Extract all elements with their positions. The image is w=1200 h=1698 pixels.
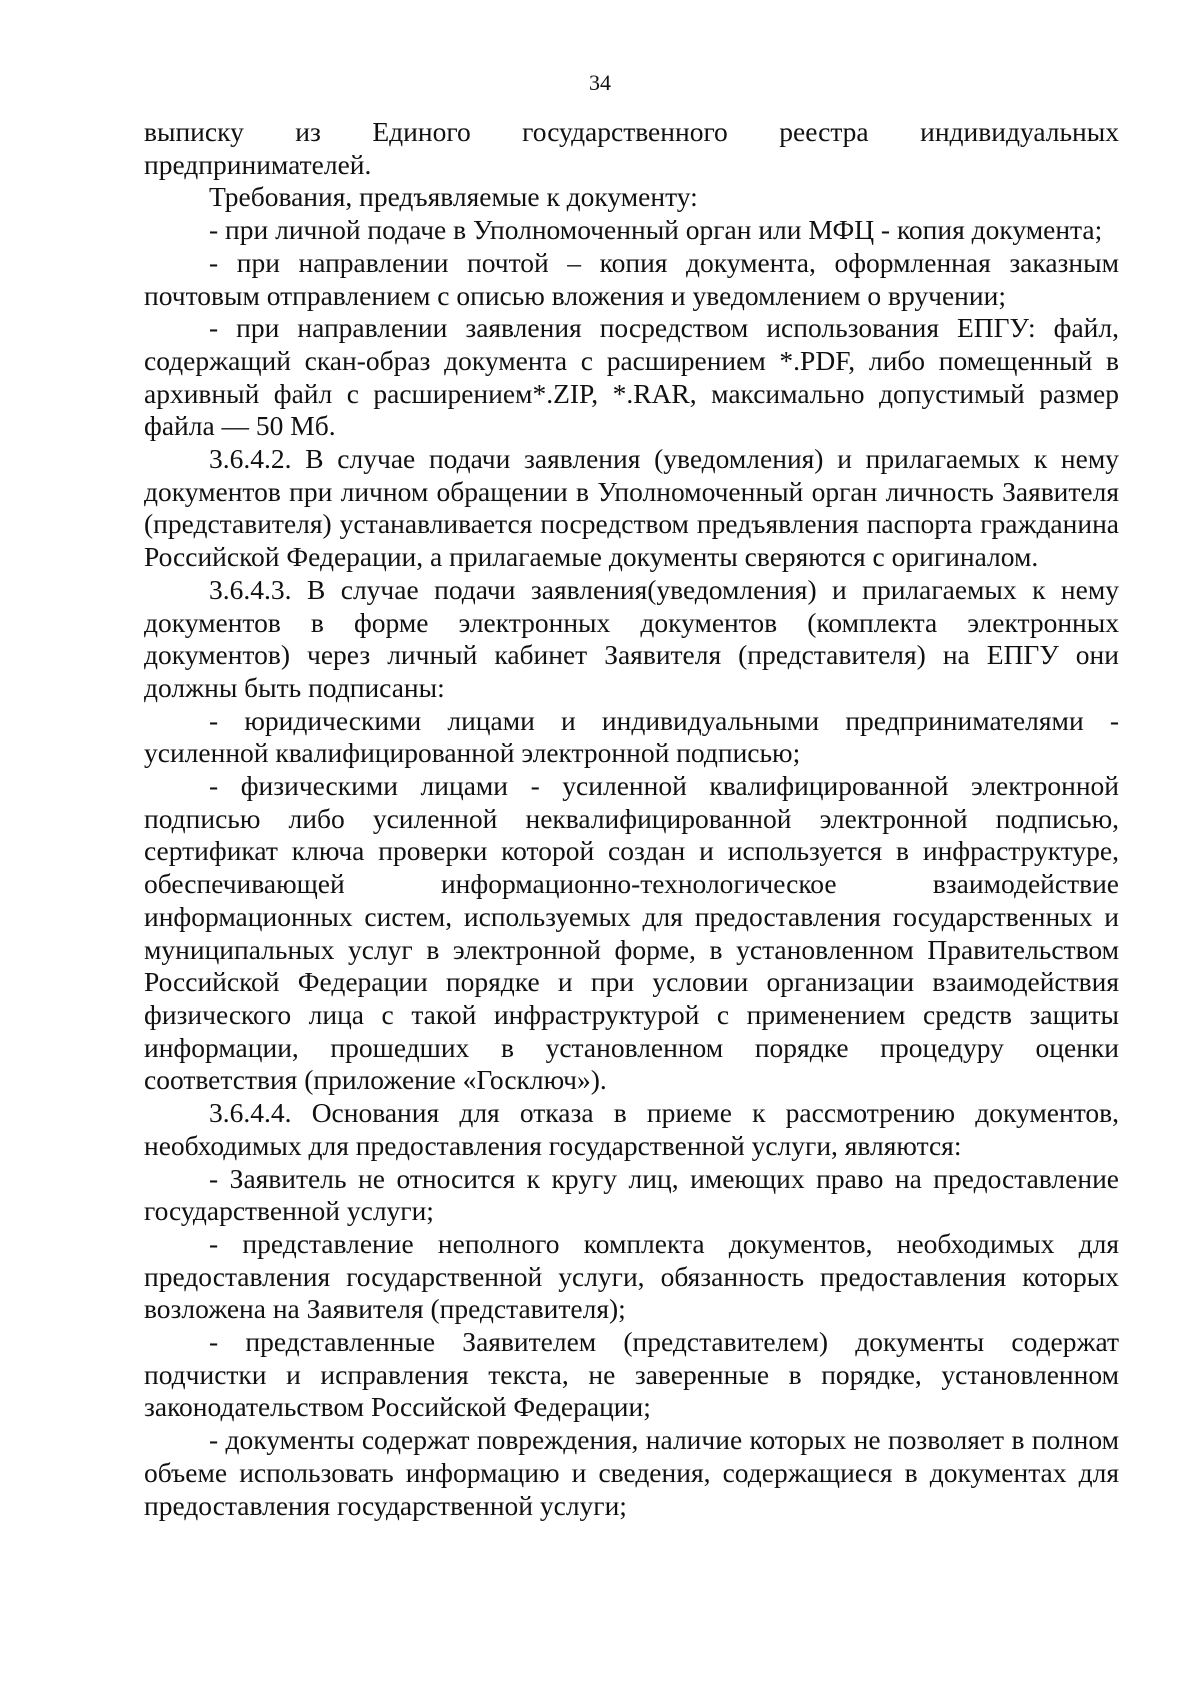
paragraph: - представленные Заявителем (представителем) документы содержат подчистки и исправления текста, не заверенные в порядке, установленном законодательством Российской Федерации; <box>144 1326 1119 1423</box>
document-body <box>144 116 1119 1522</box>
paragraph: - представление неполного комплекта документов, необходимых для предоставления государственной услуги, обязанность предоставления которых возложена на Заявителя (представителя); <box>144 1227 1119 1325</box>
paragraph: - при личной подаче в Уполномоченный орган или МФЦ - копия документа; <box>209 214 1103 246</box>
paragraph: Требования, предъявляемые к документу: <box>209 181 698 213</box>
paragraph: - документы содержат повреждения, наличие которых не позволяет в полном объеме использовать информацию и сведения, содержащиеся в документах для предоставления государственной услуги; <box>144 1424 1119 1521</box>
paragraph: выписку из Единого государственного реестра индивидуальных предпринимателей. <box>144 116 1119 180</box>
paragraph: - физическими лицами - усиленной квалифицированной электронной подписью либо усиленной неквалифицированной электронной подписью, сертификат ключа проверки которой создан и используется в инфраструктуре, обеспечивающей информационно-технологическое взаимодействие информационных систем, используемых для предоставления государственных и муниципальных услуг в электронной форме, в установленном Правительством Российской Федерации порядке и при условии организации взаимодействия физического лица с такой инфраструктурой с применением средств защиты информации, прошедших в установленном порядке процедуру оценки соответствия (приложение «Госключ»). <box>144 770 1119 1096</box>
paragraph: - при направлении заявления посредством использования ЕПГУ: файл, содержащий скан-образ документа с расширением *.PDF, либо помещенный в архивный файл с расширением*.ZIP, *.RAR, максимально допустимый размер файла — 50 Мб. <box>144 312 1119 442</box>
paragraph: 3.6.4.4. Основания для отказа в приеме к рассмотрению документов, необходимых для предоставления государственной услуги, являются: <box>144 1097 1119 1161</box>
paragraph: 3.6.4.3. В случае подачи заявления(уведомления) и прилагаемых к нему документов в форме электронных документов (комплекта электронных документов) через личный кабинет Заявителя (представителя) на ЕПГУ они должны быть подписаны: <box>144 573 1119 703</box>
page-number: 34 <box>589 70 611 95</box>
paragraph: - Заявитель не относится к кругу лиц, имеющих право на предоставление государственной услуги; <box>144 1162 1119 1227</box>
paragraph: - при направлении почтой – копия документа, оформленная заказным почтовым отправлением с описью вложения и уведомлением о вручении; <box>144 246 1119 311</box>
paragraph: 3.6.4.2. В случае подачи заявления (уведомления) и прилагаемых к нему документов при личном обращении в Уполномоченный орган личность Заявителя (представителя) устанавливается посредством предъявления паспорта гражданина Российской Федерации, а прилагаемые документы сверяются с оригиналом. <box>144 443 1119 573</box>
paragraph: - юридическими лицами и индивидуальными предпринимателями - усиленной квалифицированной электронной подписью; <box>144 704 1119 769</box>
